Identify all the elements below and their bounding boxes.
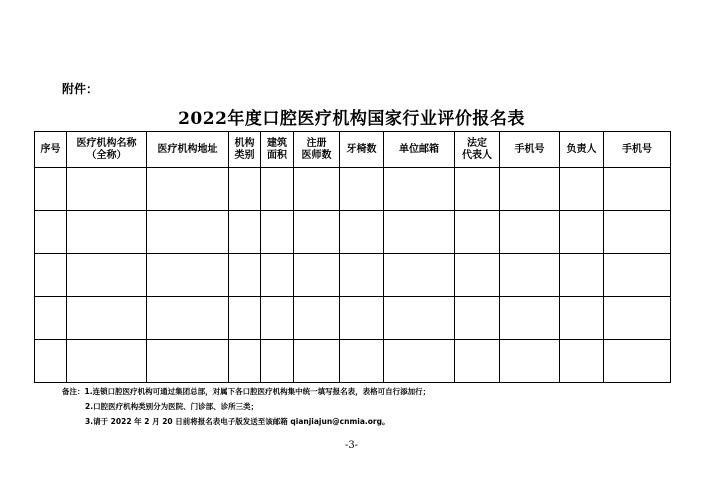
header-dental-chairs: 牙椅数	[340, 132, 384, 168]
header-row	[35, 132, 671, 168]
header-mobile-number-2: 手机号	[604, 132, 671, 168]
note-line-3: 3.请于 2022 年 2 月 20 日前将报名表电子版发送至该邮箱 qianjiajun@cnmia.org。	[85, 417, 390, 426]
header-institution-address: 医疗机构地址	[147, 132, 229, 168]
header-person-in-charge: 负责人	[560, 132, 604, 168]
notes	[62, 384, 430, 429]
header-unit-email: 单位邮箱	[384, 132, 455, 168]
note-line-2: 2.口腔医疗机构类别分为医院、门诊部、诊所三类；	[85, 402, 259, 411]
header-building-area: 建筑 面积	[261, 132, 294, 168]
table-row	[35, 254, 671, 297]
header-registered-physicians: 注册 医师数	[294, 132, 340, 168]
attachment-label: 附件：	[62, 82, 99, 96]
table-row	[35, 211, 671, 254]
header-mobile-number: 手机号	[500, 132, 560, 168]
header-serial-number: 序号	[35, 132, 67, 168]
table-row	[35, 168, 671, 211]
note-line-1: 备注：1.连锁口腔医疗机构可通过集团总部，对属下各口腔医疗机构集中统一填写报名表，表格可自行添加行；	[62, 387, 431, 396]
header-institution-category: 机构 类别	[229, 132, 261, 168]
page-number: -3-	[344, 440, 359, 451]
registration-table	[34, 131, 671, 383]
header-institution-name: 医疗机构名称 （全称）	[67, 132, 147, 168]
table-row	[35, 297, 671, 340]
header-legal-representative: 法定 代表人	[455, 132, 500, 168]
form-title: 2022年度口腔医疗机构国家行业评价报名表	[178, 109, 525, 129]
table-row	[35, 340, 671, 383]
